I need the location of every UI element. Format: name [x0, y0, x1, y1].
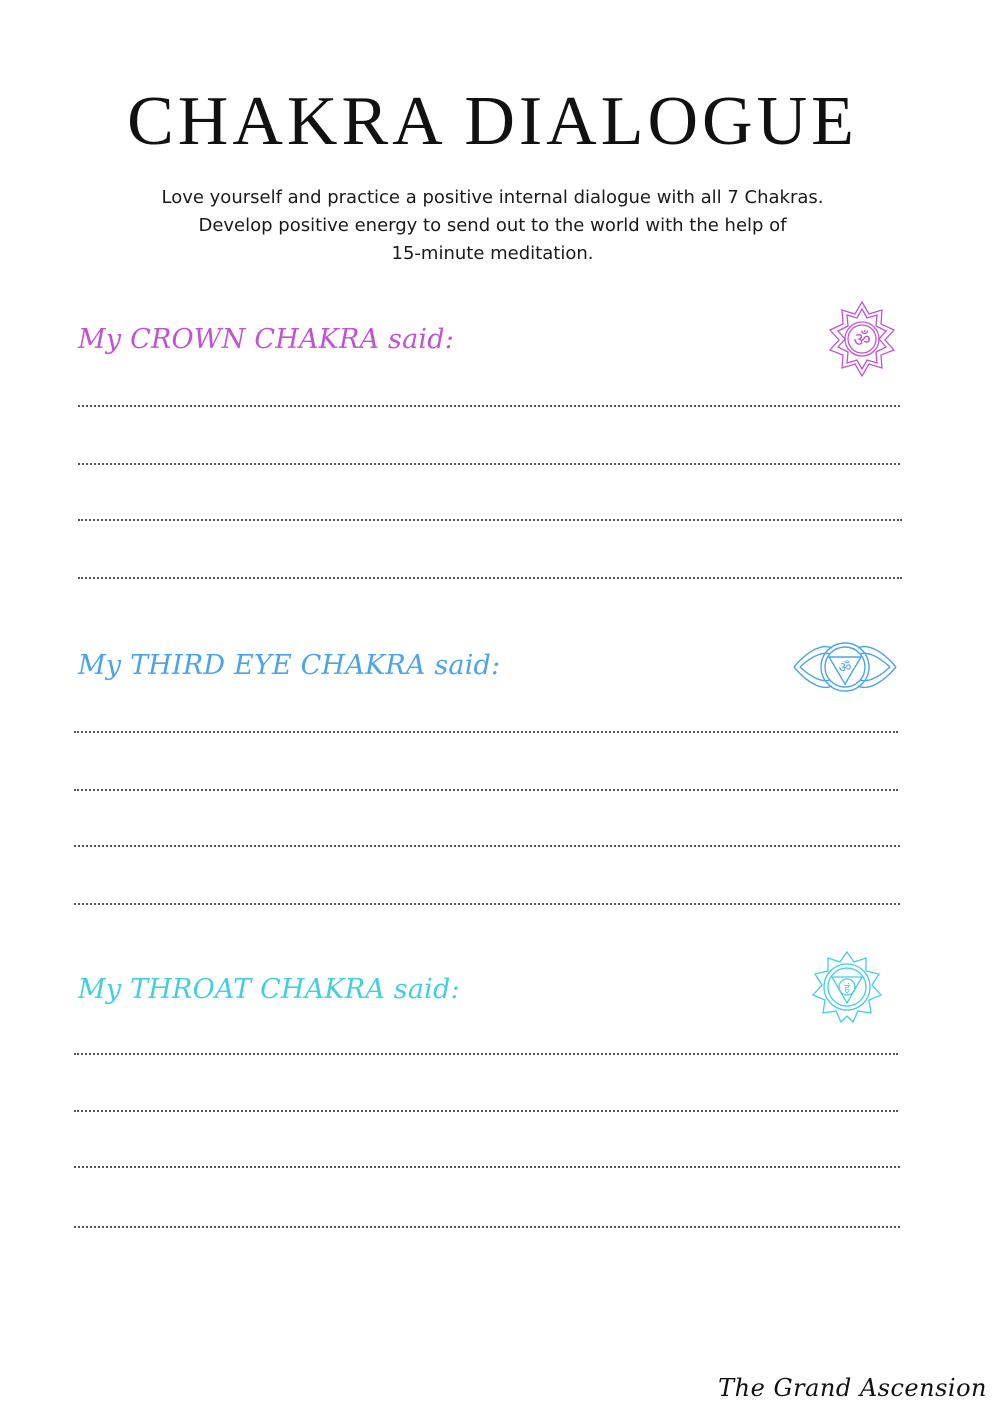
writing-line[interactable] — [78, 577, 902, 579]
writing-line[interactable] — [74, 789, 898, 791]
writing-line[interactable] — [74, 1053, 898, 1055]
writing-line[interactable] — [74, 1166, 900, 1168]
crown-symbol: ॐ — [853, 329, 871, 351]
throat-symbol: हं — [844, 982, 850, 995]
crown-chakra-heading: My CROWN CHAKRA said: — [78, 324, 455, 355]
intro-line: Develop positive energy to send out to the world with the help of — [198, 215, 787, 236]
page-title: CHAKRA DIALOGUE — [127, 83, 858, 160]
intro-text — [0, 184, 985, 268]
writing-line[interactable] — [78, 405, 900, 407]
writing-line[interactable] — [78, 519, 902, 521]
throat-chakra-icon — [809, 950, 885, 1024]
third-eye-symbol: ॐ — [838, 660, 852, 676]
brand-signature: The Grand Ascension — [718, 1374, 987, 1402]
writing-line[interactable] — [74, 845, 900, 847]
third-eye-chakra-icon — [792, 638, 898, 696]
intro-line: Love yourself and practice a positive internal dialogue with all 7 Chakras. — [161, 187, 824, 208]
writing-line[interactable] — [74, 1226, 900, 1228]
writing-line[interactable] — [74, 903, 900, 905]
throat-chakra-heading: My THROAT CHAKRA said: — [78, 974, 460, 1005]
third-eye-chakra-heading: My THIRD EYE CHAKRA said: — [78, 650, 501, 681]
intro-line: 15-minute meditation. — [391, 243, 594, 264]
crown-chakra-icon — [826, 300, 898, 378]
writing-line[interactable] — [78, 463, 900, 465]
writing-line[interactable] — [74, 1110, 898, 1112]
writing-line[interactable] — [74, 731, 898, 733]
